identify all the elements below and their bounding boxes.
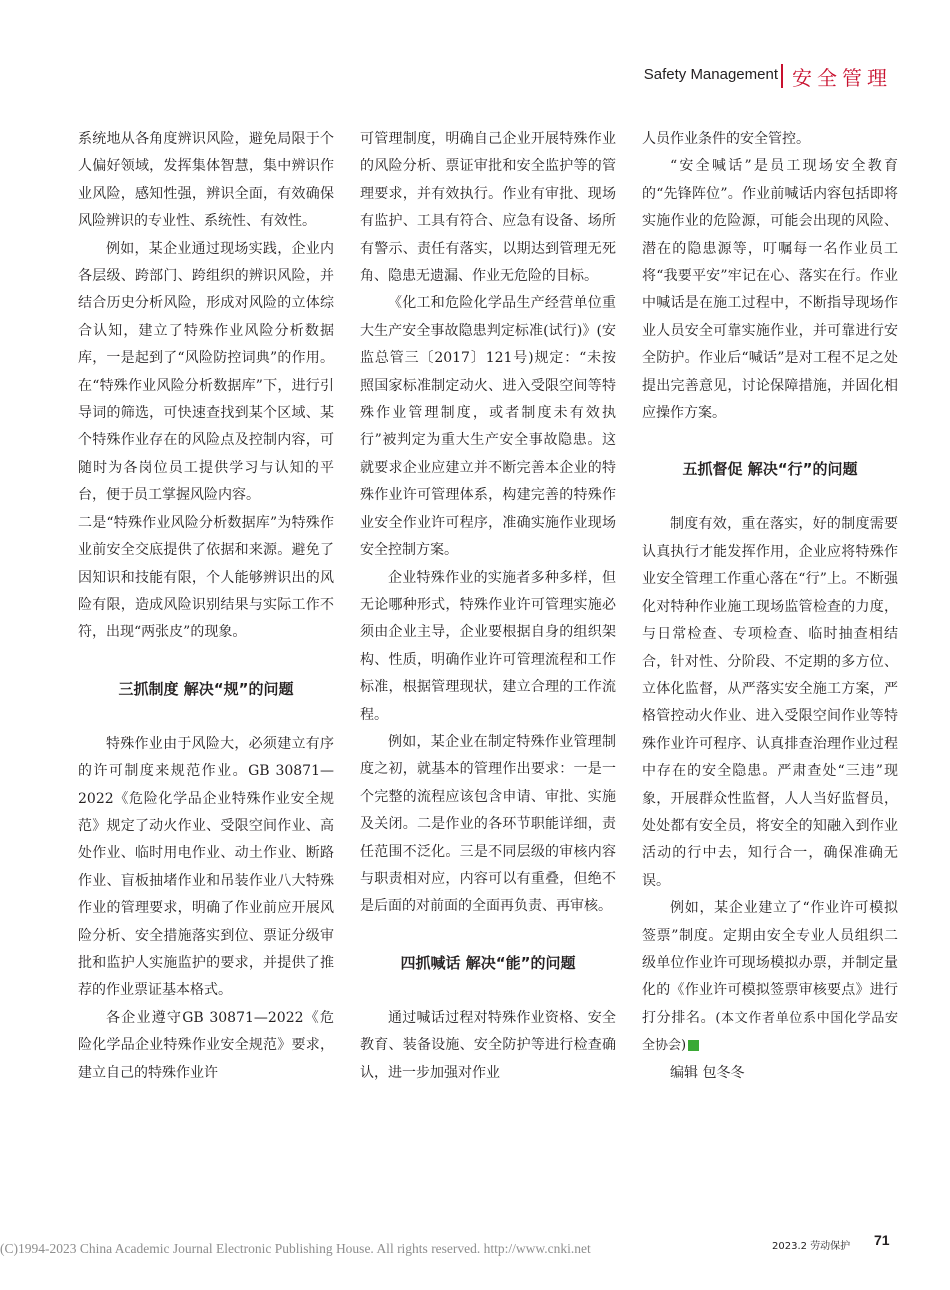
section-title-english: Safety Management — [643, 66, 778, 83]
paragraph — [642, 895, 898, 1059]
paragraph: 通过喊话过程对特殊作业资格、安全教育、装备设施、安全防护等进行检查确认，进一步加强对作业 — [360, 1009, 616, 1081]
issue-number: 2023.2 — [772, 1241, 807, 1252]
section-title-chinese: 安全管理 — [792, 66, 892, 90]
column-left — [78, 126, 334, 1087]
paragraph: 特殊作业由于风险大，必须建立有序的许可制度来规范作业。GB 30871—2022《危险化学品企业特殊作业安全规范》规定了动火作业、受限空间作业、高处作业、临时用电作业、动土作业、断路作业、盲板抽堵作业和吊装作业八大特殊作业的管理要求，明确了作业前应开展风险分析、安全措施落实到位、票证分级审批和监护人实施监护的要求，并提供了推荐的作业票证基本格式。 — [78, 735, 334, 999]
paragraph: 各企业遵守GB 30871—2022《危险化学品企业特殊作业安全规范》要求，建立自己的特殊作业许 — [78, 1009, 334, 1081]
magazine-name: 劳动保护 — [810, 1241, 851, 1252]
running-header — [0, 60, 900, 94]
copyright-watermark: (C)1994-2023 China Academic Journal Electronic Publishing House. All rights reserved. http://www.cnki.net — [0, 1241, 591, 1256]
editor-credit: 编辑 包冬冬 — [670, 1064, 745, 1081]
footer-issue — [772, 1237, 850, 1252]
section-heading: 五抓督促 解决“行”的问题 — [682, 460, 858, 479]
paragraph: “安全喊话”是员工现场安全教育的“先锋阵位”。作业前喊话内容包括即将实施作业的危险源，可能会出现的风险、潜在的隐患源等，叮嘱每一名作业员工将“我要平安”牢记在心、落实在行。作业中喊话是在施工过程中，不断指导现场作业人员安全可靠实施作业，并可靠进行安全防护。作业后“喊话”是对工程不足之处提出完善意见，讨论保障措施，并固化相应操作方案。 — [642, 158, 898, 422]
header-divider — [781, 64, 783, 88]
column-middle — [360, 126, 616, 1087]
paragraph-text: 例如，某企业建立了“作业许可模拟签票”制度。定期由安全专业人员组织二级单位作业许可现场模拟办票，并制定量化的《作业许可模拟签票审核要点》进行打分排名。 — [642, 900, 898, 1026]
paragraph: 例如，某企业通过现场实践，企业内各层级、跨部门、跨组织的辨识风险，并结合历史分析风险，形成对风险的立体综合认知，建立了特殊作业风险分析数据库，一是起到了“风险防控词典”的作用。在“特殊作业风险分析数据库”下，进行引导词的筛选，可快速查找到某个区域、某个特殊作业存在的风险点及控制内容，可随时为各岗位员工提供学习与认知的平台，便于员工掌握风险内容。 — [78, 240, 334, 504]
section-heading: 四抓喊话 解决“能”的问题 — [400, 953, 576, 972]
section-heading: 三抓制度 解决“规”的问题 — [118, 679, 294, 698]
paragraph: 系统地从各角度辨识风险，避免局限于个人偏好领域，发挥集体智慧，集中辨识作业风险，感知性强，辨识全面，有效确保风险辨识的专业性、系统性、有效性。 — [78, 131, 334, 230]
column-right — [642, 126, 898, 1087]
paragraph: 《化工和危险化学品生产经营单位重大生产安全事故隐患判定标准(试行)》(安监总管三〔2017〕121号)规定：“未按照国家标准制定动火、进入受限空间等特殊作业管理制度，或者制度未有效执行”被判定为重大生产安全事故隐患。这就要求企业应建立并不断完善本企业的特殊作业许可管理体系，构建完善的特殊作业安全作业许可程序，准确实施作业现场安全控制方案。 — [360, 295, 616, 559]
page-number: 71 — [874, 1232, 890, 1248]
paragraph: 企业特殊作业的实施者多种多样，但无论哪种形式，特殊作业许可管理实施必须由企业主导，企业要根据自身的组织架构、性质，明确作业许可管理流程和工作标准，根据管理现状，建立合理的工作流程。 — [360, 569, 616, 723]
paragraph: 人员作业条件的安全管控。 — [642, 131, 810, 147]
paragraph: 二是“特殊作业风险分析数据库”为特殊作业前安全交底提供了依据和来源。避免了因知识和技能有限，个人能够辨识出的风险有限，造成风险识别结果与实际工作不符，出现“两张皮”的现象。 — [78, 514, 334, 641]
author-affiliation-note: (本文作者单位系中国化学品安全协会) — [642, 1010, 898, 1054]
paragraph: 例如，某企业在制定特殊作业管理制度之初，就基本的管理作出要求：一是一个完整的流程应该包含申请、审批、实施及关闭。二是作业的各环节职能详细，责任范围不泛化。三是不同层级的审核内容与职责相对应，内容可以有重叠，但绝不是后面的对前面的全面再负责、再审核。 — [360, 733, 616, 915]
paragraph: 可管理制度，明确自己企业开展特殊作业的风险分析、票证审批和安全监护等的管理要求，并有效执行。作业有审批、现场有监护、工具有符合、应急有设备、场所有警示、责任有落实，以期达到管理无死角、隐患无遗漏、作业无危险的目标。 — [360, 131, 616, 285]
end-mark-icon — [688, 1040, 699, 1051]
paragraph: 制度有效，重在落实，好的制度需要认真执行才能发挥作用，企业应将特殊作业安全管理工作重心落在“行”上。不断强化对特种作业施工现场监管检查的力度，与日常检查、专项检查、临时抽查相结合，针对性、分阶段、不定期的多方位、立体化监督，从严落实安全施工方案，严格管控动火作业、进入受限空间作业等特殊作业许可程序、认真排查治理作业过程中存在的安全隐患。严肃查处“三违”现象，开展群众性监督，人人当好监督员，处处都有安全员，将安全的知融入到作业活动的行中去，知行合一，确保准确无误。 — [642, 516, 898, 889]
